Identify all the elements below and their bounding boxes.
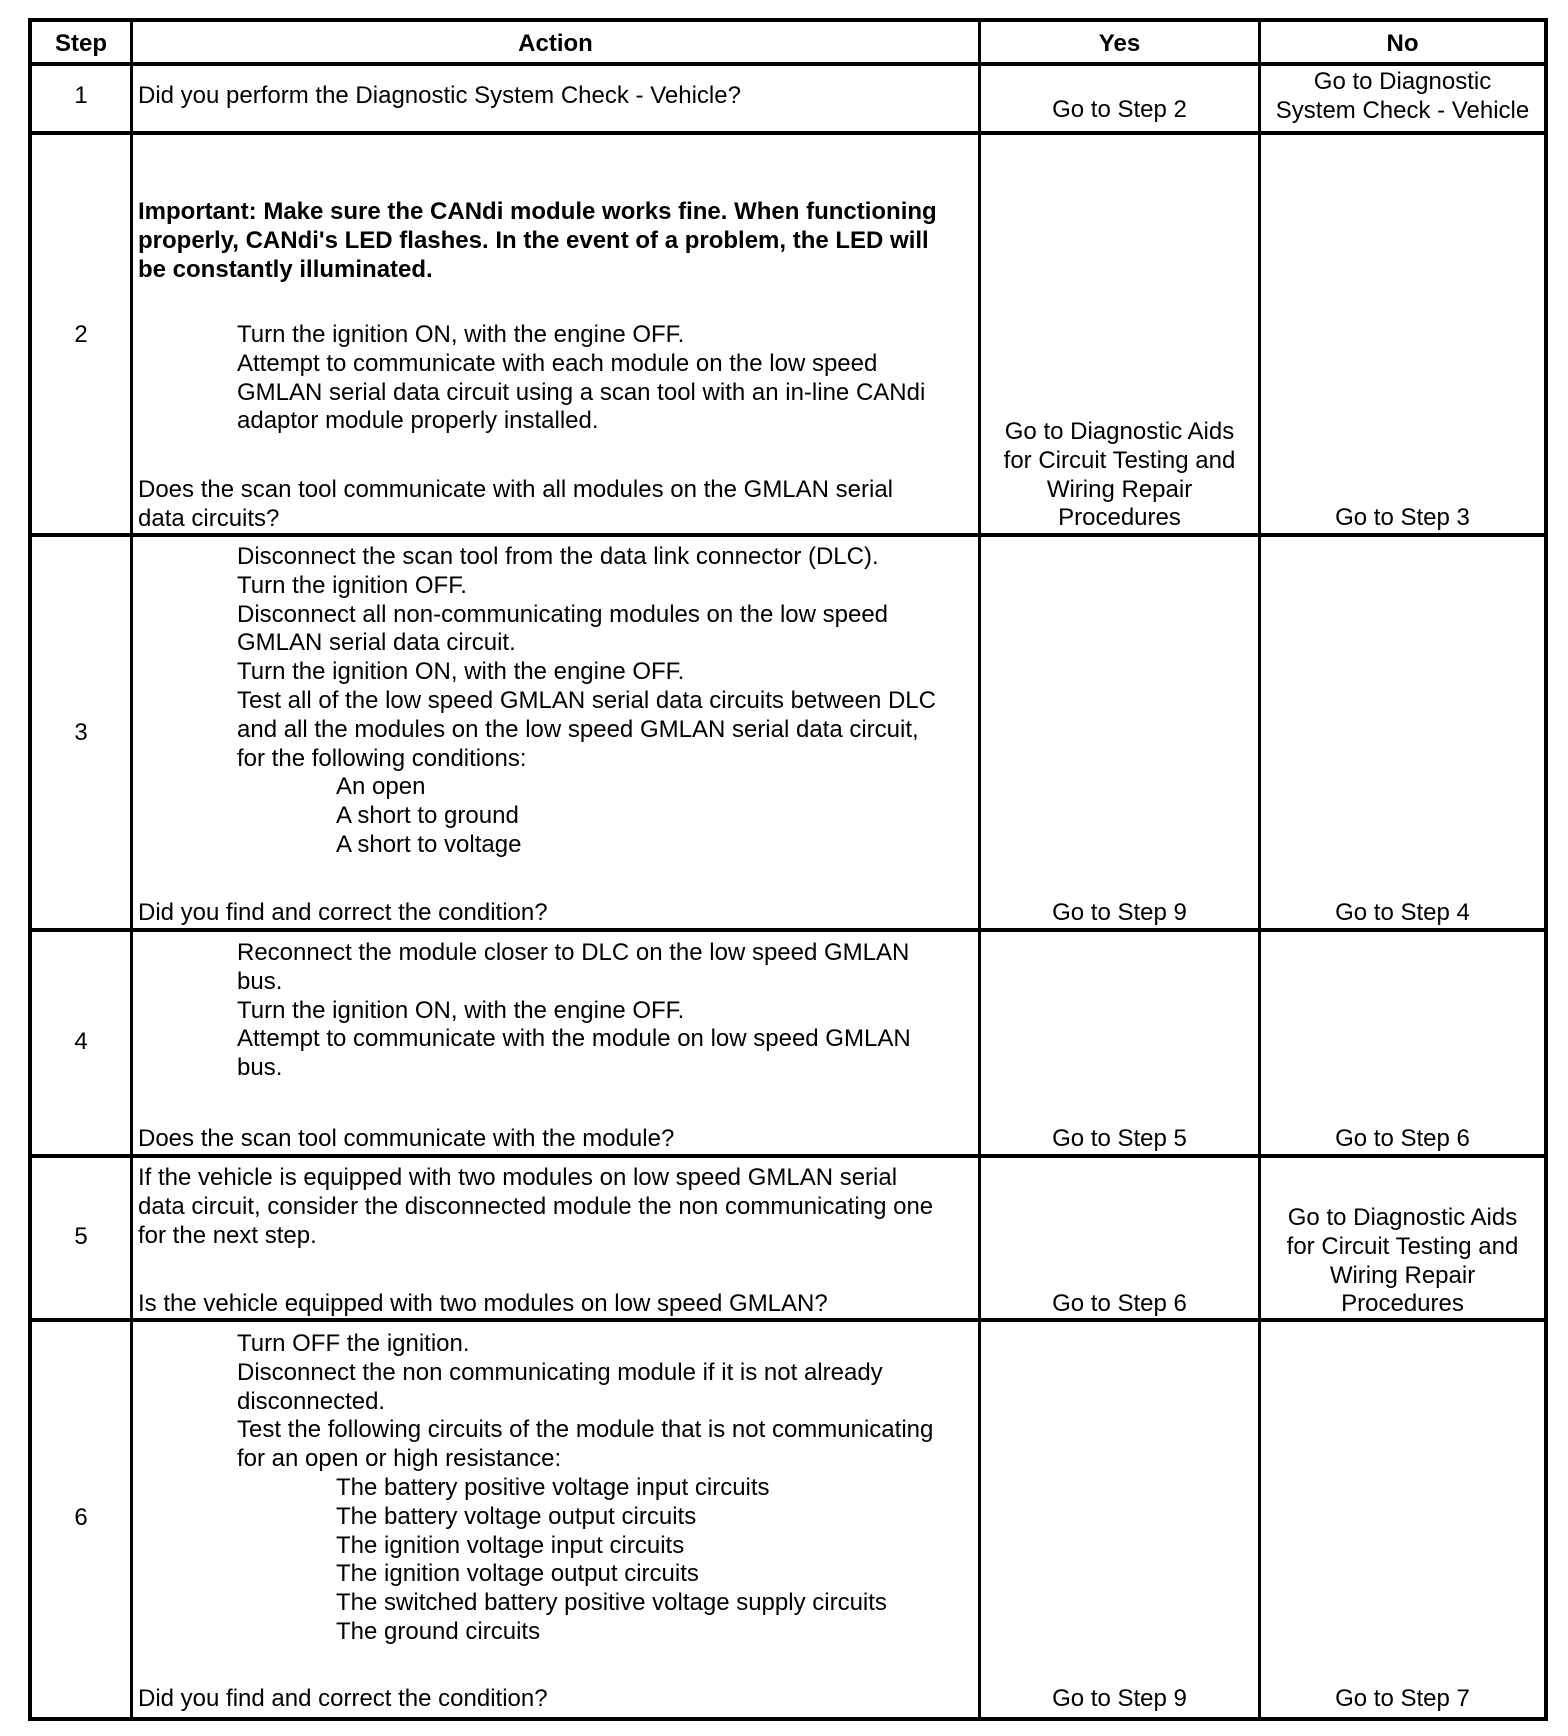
condition-line: A short to voltage — [336, 830, 522, 858]
action-line: adaptor module properly installed. — [237, 407, 599, 435]
circuit-line: The ground circuits — [336, 1617, 541, 1645]
action-line: Turn OFF the ignition. — [237, 1330, 470, 1357]
action-cell — [138, 82, 976, 111]
header-step: Step — [54, 30, 107, 57]
action-line: Turn the ignition ON, with the engine OFF. — [237, 996, 685, 1024]
step-number: 3 — [74, 719, 88, 746]
no-text: Go to Diagnostic Aids — [1287, 1204, 1518, 1231]
action-cell — [138, 1164, 976, 1250]
row-divider — [32, 928, 1544, 932]
action-line: Did you perform the Diagnostic System Check - Vehicle? — [138, 82, 741, 109]
action-line: Disconnect all non-communicating modules on the low speed — [237, 600, 889, 628]
yes-text: Go to Step 2 — [1052, 96, 1187, 123]
circuit-line: The battery voltage output circuits — [336, 1502, 697, 1530]
no-cell — [1261, 1204, 1544, 1319]
action-steps — [138, 1330, 976, 1647]
condition-line: A short to ground — [336, 802, 519, 830]
yes-cell — [981, 1125, 1258, 1154]
action-line: Test all of the low speed GMLAN serial data circuits between DLC — [237, 686, 936, 714]
no-text: Go to Diagnostic — [1313, 68, 1492, 95]
yes-cell — [981, 1290, 1258, 1319]
circuit-line: The ignition voltage output circuits — [336, 1560, 699, 1588]
action-line: Turn the ignition ON, with the engine OFF. — [237, 321, 685, 348]
no-cell — [1261, 1125, 1544, 1154]
action-line: for an open or high resistance: — [237, 1445, 562, 1473]
no-cell — [1261, 68, 1544, 126]
action-question — [138, 1685, 976, 1714]
no-text: Wiring Repair — [1329, 1261, 1476, 1289]
important-note: Important: Make sure the CANdi module works fine. When functioning — [138, 198, 937, 225]
no-text: Go to Step 6 — [1335, 1125, 1470, 1152]
yes-cell — [981, 418, 1258, 533]
no-text: Go to Step 7 — [1335, 1685, 1470, 1712]
yes-text: Go to Diagnostic Aids — [1004, 418, 1235, 445]
yes-cell — [981, 1685, 1258, 1714]
action-cell — [138, 198, 976, 284]
step-number: 5 — [74, 1223, 88, 1250]
circuit-line: The switched battery positive voltage supply circuits — [336, 1589, 887, 1617]
step-number: 1 — [74, 82, 88, 109]
question-line: Did you find and correct the condition? — [138, 899, 548, 926]
yes-text: Go to Step 6 — [1052, 1290, 1187, 1317]
yes-text: Wiring Repair — [1046, 475, 1193, 503]
circuit-line: The battery positive voltage input circuits — [336, 1473, 770, 1501]
important-note: be constantly illuminated. — [138, 255, 433, 283]
action-line: Turn the ignition ON, with the engine OFF. — [237, 658, 685, 686]
row-divider — [32, 1154, 1544, 1158]
action-line: data circuit, consider the disconnected module the non communicating one — [138, 1192, 934, 1220]
action-line: disconnected. — [237, 1387, 386, 1415]
no-cell — [1261, 504, 1544, 533]
header-no: No — [1386, 30, 1419, 57]
action-line: Reconnect the module closer to DLC on the low speed GMLAN — [237, 939, 910, 966]
action-line: Turn the ignition OFF. — [237, 571, 467, 599]
no-text: for Circuit Testing and — [1286, 1232, 1519, 1260]
important-note: properly, CANdi's LED flashes. In the event of a problem, the LED will — [138, 226, 929, 254]
column-divider — [978, 22, 981, 1717]
action-line: for the following conditions: — [237, 744, 527, 772]
header-yes: Yes — [1098, 30, 1141, 57]
diagnostic-table — [28, 18, 1548, 1721]
action-line: bus. — [237, 967, 283, 995]
action-line: bus. — [237, 1054, 283, 1082]
question-line: data circuits? — [138, 504, 280, 532]
yes-cell — [981, 899, 1258, 928]
header-action: Action — [518, 30, 593, 57]
no-text: Go to Step 4 — [1335, 899, 1470, 926]
action-line: for the next step. — [138, 1221, 317, 1249]
no-cell — [1261, 1685, 1544, 1714]
action-line: GMLAN serial data circuit. — [237, 629, 516, 657]
question-line: Does the scan tool communicate with the module? — [138, 1125, 675, 1152]
column-divider — [1258, 22, 1261, 1717]
action-question — [138, 1290, 976, 1319]
yes-cell — [981, 96, 1258, 125]
yes-text: Go to Step 5 — [1052, 1125, 1187, 1152]
no-text: System Check - Vehicle — [1275, 96, 1530, 124]
no-cell — [1261, 899, 1544, 928]
action-line: Attempt to communicate with the module on low speed GMLAN — [237, 1025, 911, 1053]
action-question — [138, 1125, 976, 1154]
question-line: Does the scan tool communicate with all modules on the GMLAN serial — [138, 476, 894, 503]
column-divider — [130, 22, 133, 1717]
circuit-line: The ignition voltage input circuits — [336, 1531, 685, 1559]
action-line: GMLAN serial data circuit using a scan tool with an in-line CANdi — [237, 378, 926, 406]
action-line: Test the following circuits of the module that is not communicating — [237, 1416, 934, 1444]
row-divider — [32, 131, 1544, 135]
action-line: and all the modules on the low speed GMLAN serial data circuit, — [237, 715, 919, 743]
step-number: 2 — [74, 321, 88, 348]
yes-text: Go to Step 9 — [1052, 1685, 1187, 1712]
yes-text: for Circuit Testing and — [1003, 446, 1236, 474]
question-line: Did you find and correct the condition? — [138, 1685, 548, 1712]
yes-text: Go to Step 9 — [1052, 899, 1187, 926]
action-line: Disconnect the scan tool from the data link connector (DLC). — [237, 543, 879, 570]
action-line: If the vehicle is equipped with two modules on low speed GMLAN serial — [138, 1164, 898, 1191]
action-steps — [138, 321, 976, 436]
no-text: Procedures — [1341, 1290, 1464, 1318]
action-question — [138, 476, 976, 534]
step-number: 6 — [74, 1504, 88, 1531]
condition-line: An open — [336, 773, 426, 801]
no-text: Go to Step 3 — [1335, 504, 1470, 531]
action-question — [138, 899, 976, 928]
action-steps — [138, 543, 976, 860]
row-divider — [32, 533, 1544, 537]
action-line: Attempt to communicate with each module on the low speed — [237, 349, 878, 377]
yes-text: Procedures — [1058, 504, 1181, 532]
step-number: 4 — [74, 1028, 88, 1055]
question-line: Is the vehicle equipped with two modules on low speed GMLAN? — [138, 1290, 828, 1317]
action-steps — [138, 939, 976, 1083]
action-line: Disconnect the non communicating module if it is not already — [237, 1358, 883, 1386]
